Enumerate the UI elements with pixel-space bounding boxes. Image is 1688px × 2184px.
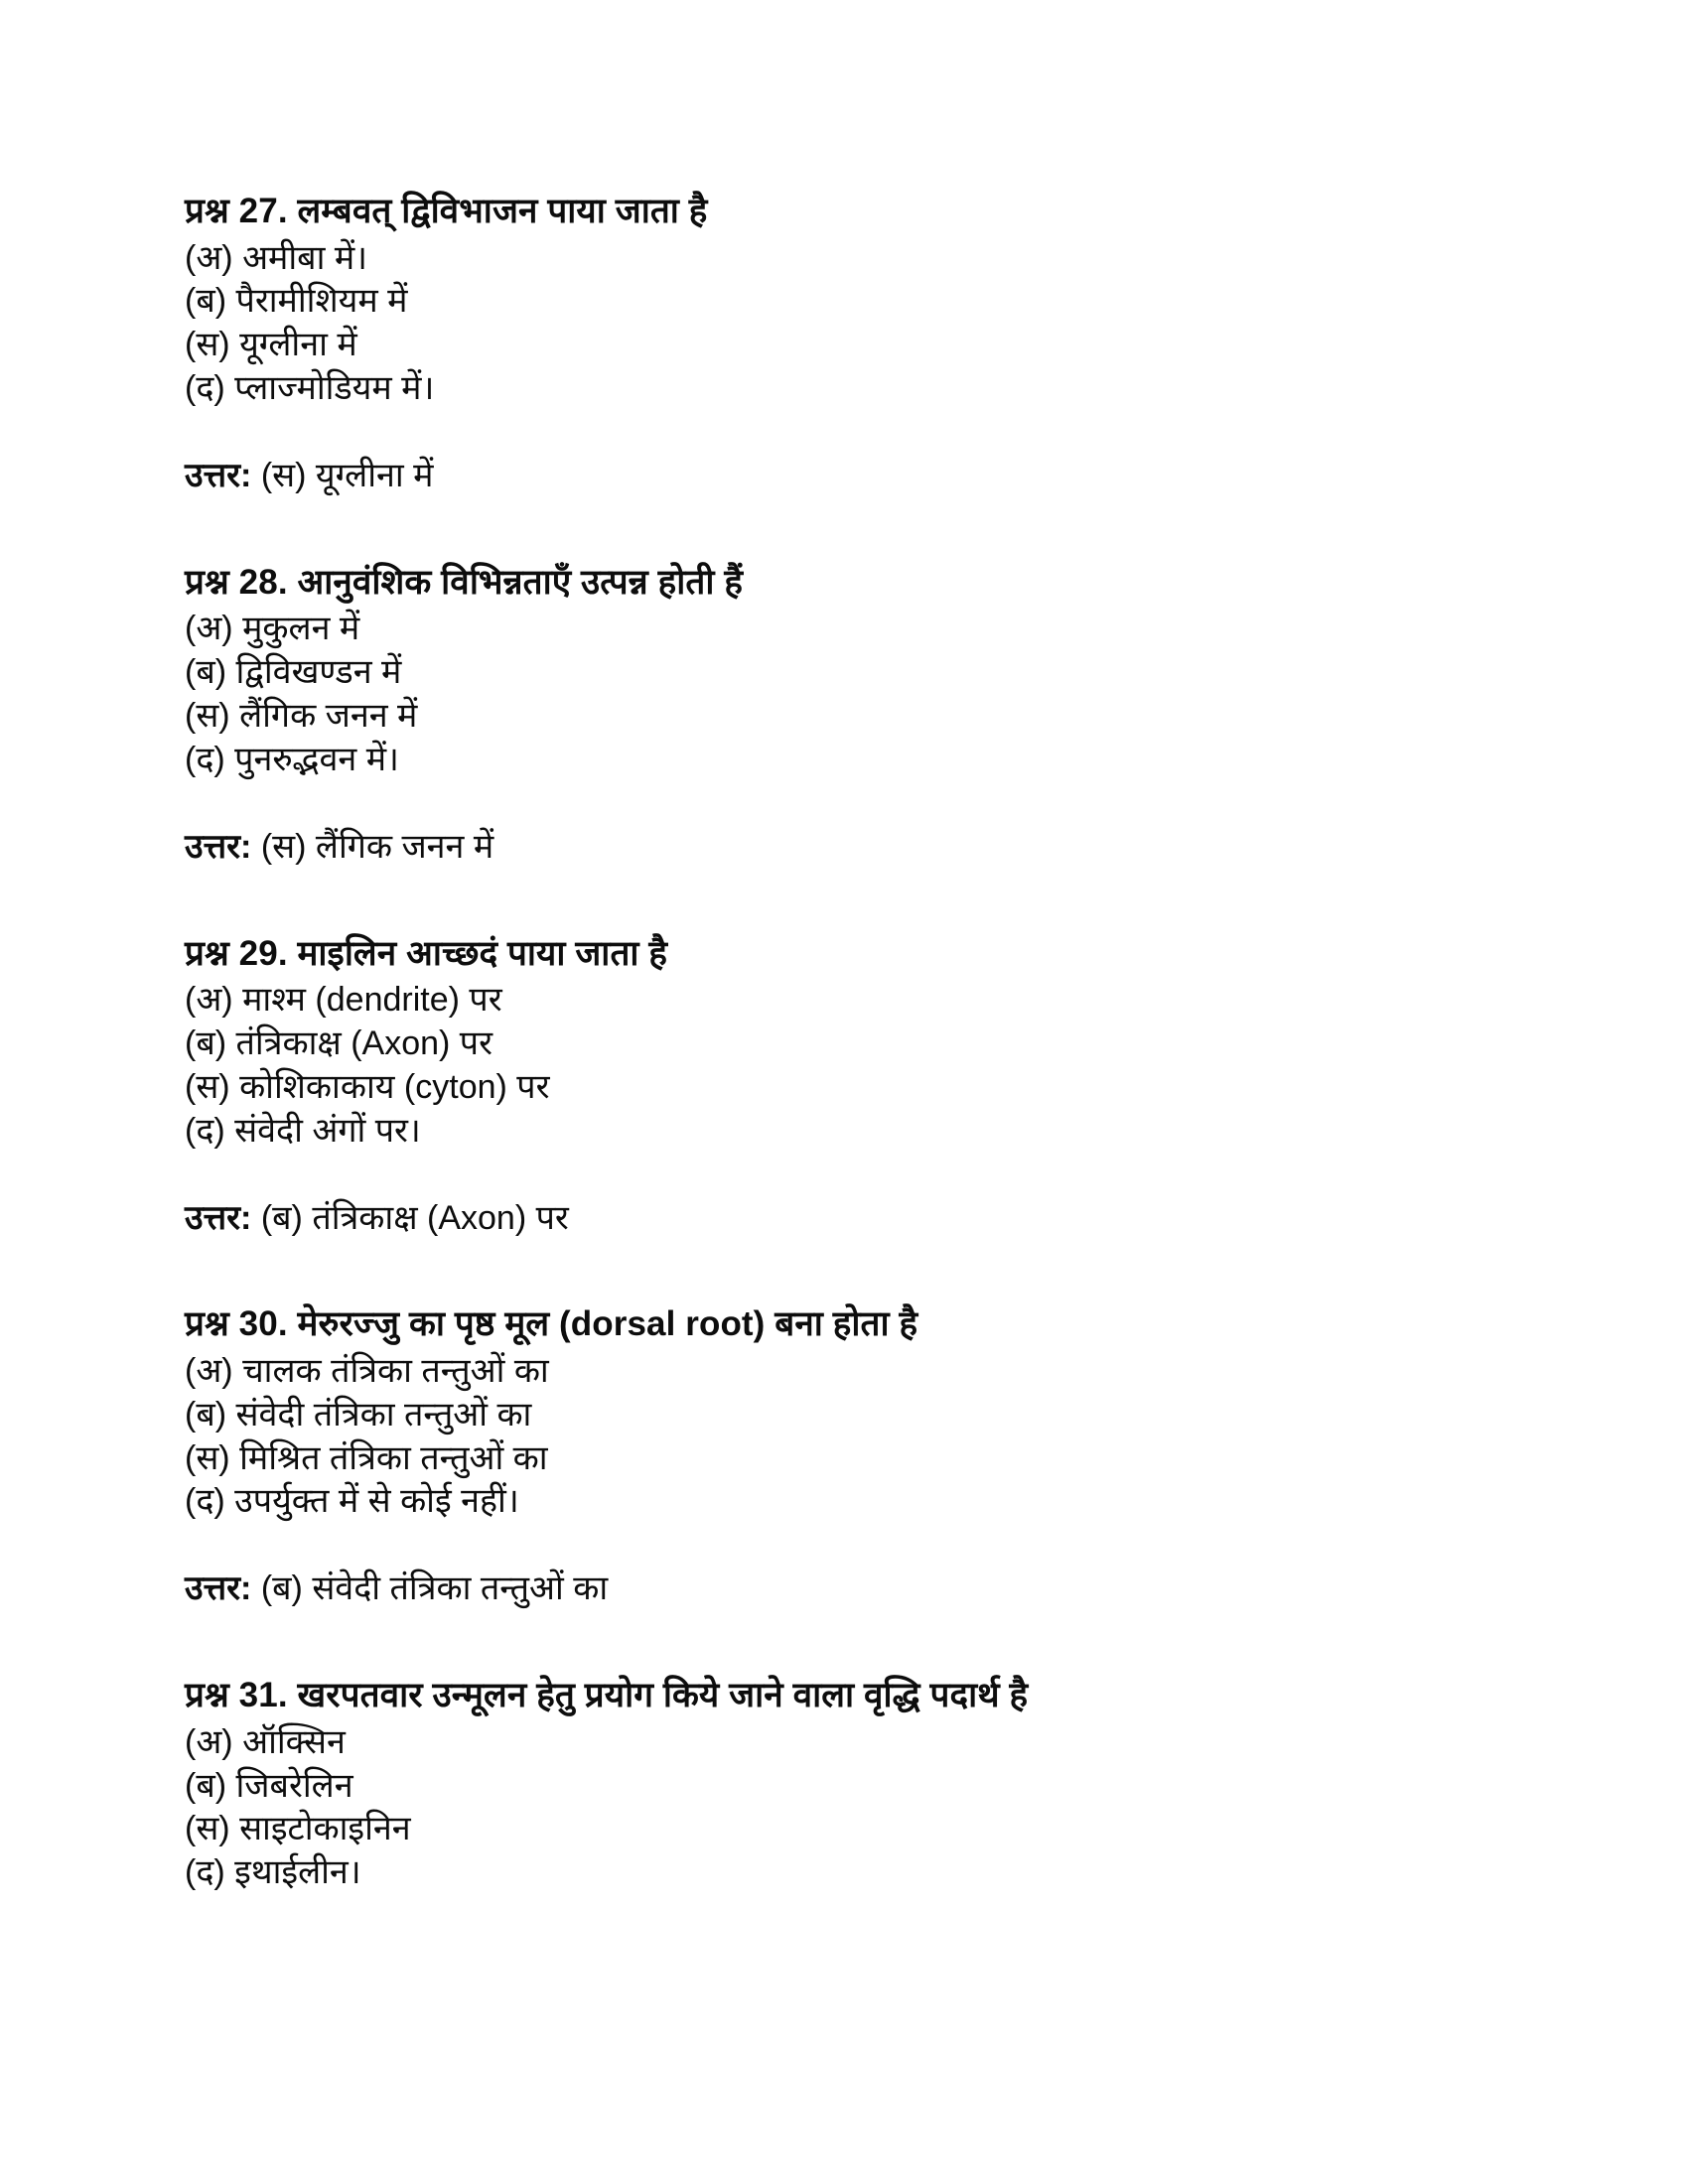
- option-list: [185, 1350, 1495, 1524]
- answer-line: [185, 826, 1495, 870]
- answer-label: उत्तर:: [185, 1198, 252, 1237]
- option-a[interactable]: (अ) अमीबा में।: [185, 238, 368, 277]
- option-d[interactable]: (द) उपर्युक्त में से कोई नहीं।: [185, 1482, 519, 1521]
- question-heading: प्रश्न 28. आनुवंशिक विभिन्नताएँ उत्पन्न होती हैं: [185, 562, 744, 602]
- answer-label: उत्तर:: [185, 1570, 252, 1608]
- option-b[interactable]: (ब) संवेदी तंत्रिका तन्तुओं का: [185, 1395, 532, 1433]
- option-a[interactable]: (अ) ऑक्सिन: [185, 1722, 346, 1761]
- question-heading: प्रश्न 27. लम्बवत् द्विविभाजन पाया जाता है: [185, 192, 708, 230]
- question-heading: प्रश्न 31. खरपतवार उन्मूलन हेतु प्रयोग किये जाने वाला वृद्धि पदार्थ है: [185, 1676, 1029, 1715]
- question-block-27: [185, 189, 1495, 498]
- question-block-28: [185, 560, 1495, 870]
- option-list: [185, 979, 1495, 1153]
- answer-label: उत्तर:: [185, 456, 252, 494]
- option-list: [185, 1721, 1495, 1895]
- option-c[interactable]: (स) लैंगिक जनन में: [185, 697, 418, 736]
- option-b[interactable]: (ब) द्विविखण्डन में: [185, 653, 402, 692]
- option-c[interactable]: (स) मिश्रित तंत्रिका तन्तुओं का: [185, 1438, 548, 1477]
- option-a[interactable]: (अ) मुकुलन में: [185, 610, 360, 648]
- question-block-30: [185, 1301, 1495, 1611]
- option-b[interactable]: (ब) जिबरेलिन: [185, 1766, 353, 1805]
- answer-text: (स) यूग्लीना में: [260, 456, 434, 494]
- answer-text: (स) लैंगिक जनन में: [260, 827, 494, 866]
- answer-line: [185, 455, 1495, 498]
- option-list: [185, 608, 1495, 781]
- option-list: [185, 237, 1495, 411]
- answer-text: (ब) संवेदी तंत्रिका तन्तुओं का: [260, 1570, 609, 1608]
- question-heading: प्रश्न 30. मेरुरज्जु का पृष्ठ मूल (dorsal root) बना होता है: [185, 1304, 918, 1344]
- option-c[interactable]: (स) साइटोकाइनिन: [185, 1810, 411, 1848]
- option-a[interactable]: (अ) माश्म (dendrite) पर: [185, 981, 502, 1020]
- answer-line: [185, 1568, 1495, 1611]
- answer-line: [185, 1197, 1495, 1241]
- question-block-31: [185, 1673, 1495, 1895]
- question-list: [185, 189, 1495, 1895]
- option-d[interactable]: (द) इथाईलीन।: [185, 1853, 361, 1892]
- option-d[interactable]: (द) संवेदी अंगों पर।: [185, 1111, 421, 1150]
- answer-label: उत्तर:: [185, 827, 252, 866]
- answer-text: (ब) तंत्रिकाक्ष (Axon) पर: [260, 1198, 569, 1237]
- option-a[interactable]: (अ) चालक तंत्रिका तन्तुओं का: [185, 1351, 549, 1390]
- question-heading: प्रश्न 29. माइलिन आच्छदं पाया जाता है: [185, 933, 668, 973]
- option-c[interactable]: (स) कोशिकाकाय (cyton) पर: [185, 1067, 550, 1106]
- option-b[interactable]: (ब) पैरामीशियम में: [185, 282, 408, 321]
- question-block-29: [185, 931, 1495, 1241]
- option-d[interactable]: (द) पुनरुद्भवन में।: [185, 740, 399, 778]
- option-b[interactable]: (ब) तंत्रिकाक्ष (Axon) पर: [185, 1024, 493, 1062]
- option-c[interactable]: (स) यूग्लीना में: [185, 326, 357, 364]
- option-d[interactable]: (द) प्लाज्मोडियम में।: [185, 369, 435, 408]
